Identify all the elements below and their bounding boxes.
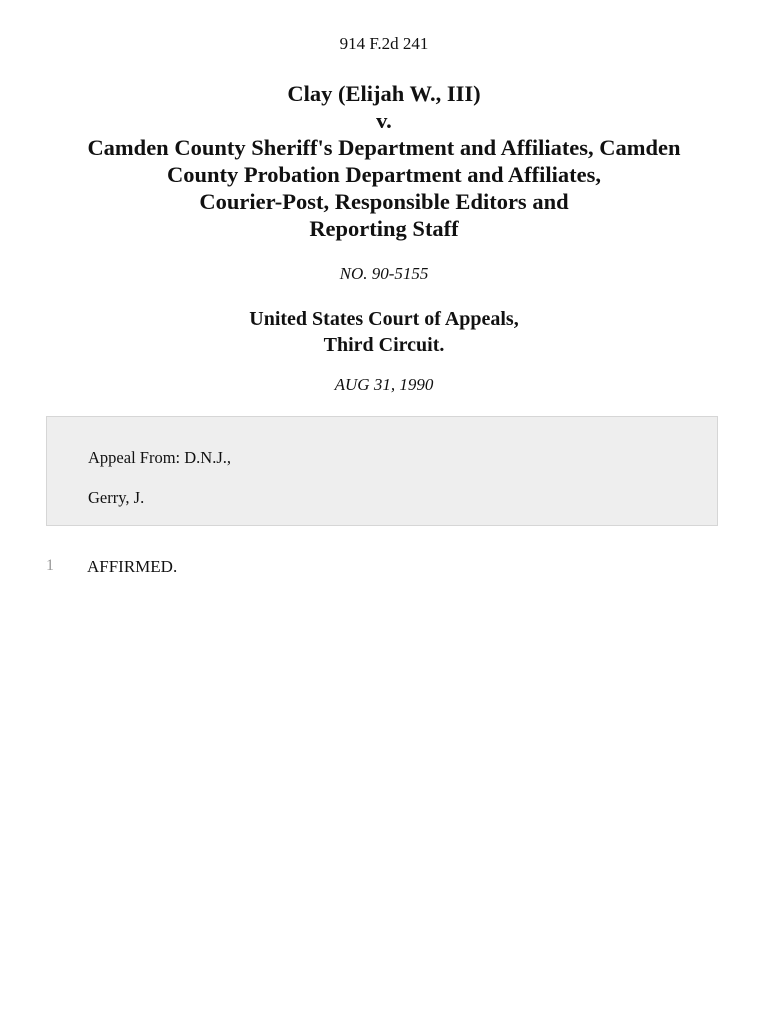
- decision-date: AUG 31, 1990: [334, 375, 434, 394]
- title-line-defendant-4: Reporting Staff: [309, 216, 459, 241]
- paragraph-text: AFFIRMED.: [87, 557, 178, 576]
- case-title: [20, 80, 748, 242]
- appeal-from: Appeal From: D.N.J.,: [88, 448, 231, 467]
- docket-number: NO. 90-5155: [339, 264, 429, 283]
- paragraph-number: 1: [46, 557, 54, 574]
- title-line-versus: v.: [376, 108, 392, 133]
- title-line-plaintiff: Clay (Elijah W., III): [287, 81, 481, 106]
- court-name-line-2: Third Circuit.: [323, 334, 445, 356]
- title-line-defendant-2: County Probation Department and Affiliates,: [167, 162, 601, 187]
- court-name-line-1: United States Court of Appeals,: [249, 308, 519, 330]
- judge-name: Gerry, J.: [88, 488, 145, 507]
- title-line-defendant-3: Courier-Post, Responsible Editors and: [199, 189, 569, 214]
- court-name: [0, 306, 768, 358]
- title-line-defendant-1: Camden County Sheriff's Department and Affiliates, Camden: [87, 135, 681, 160]
- appeal-info-box: [46, 416, 718, 526]
- citation: 914 F.2d 241: [339, 34, 429, 53]
